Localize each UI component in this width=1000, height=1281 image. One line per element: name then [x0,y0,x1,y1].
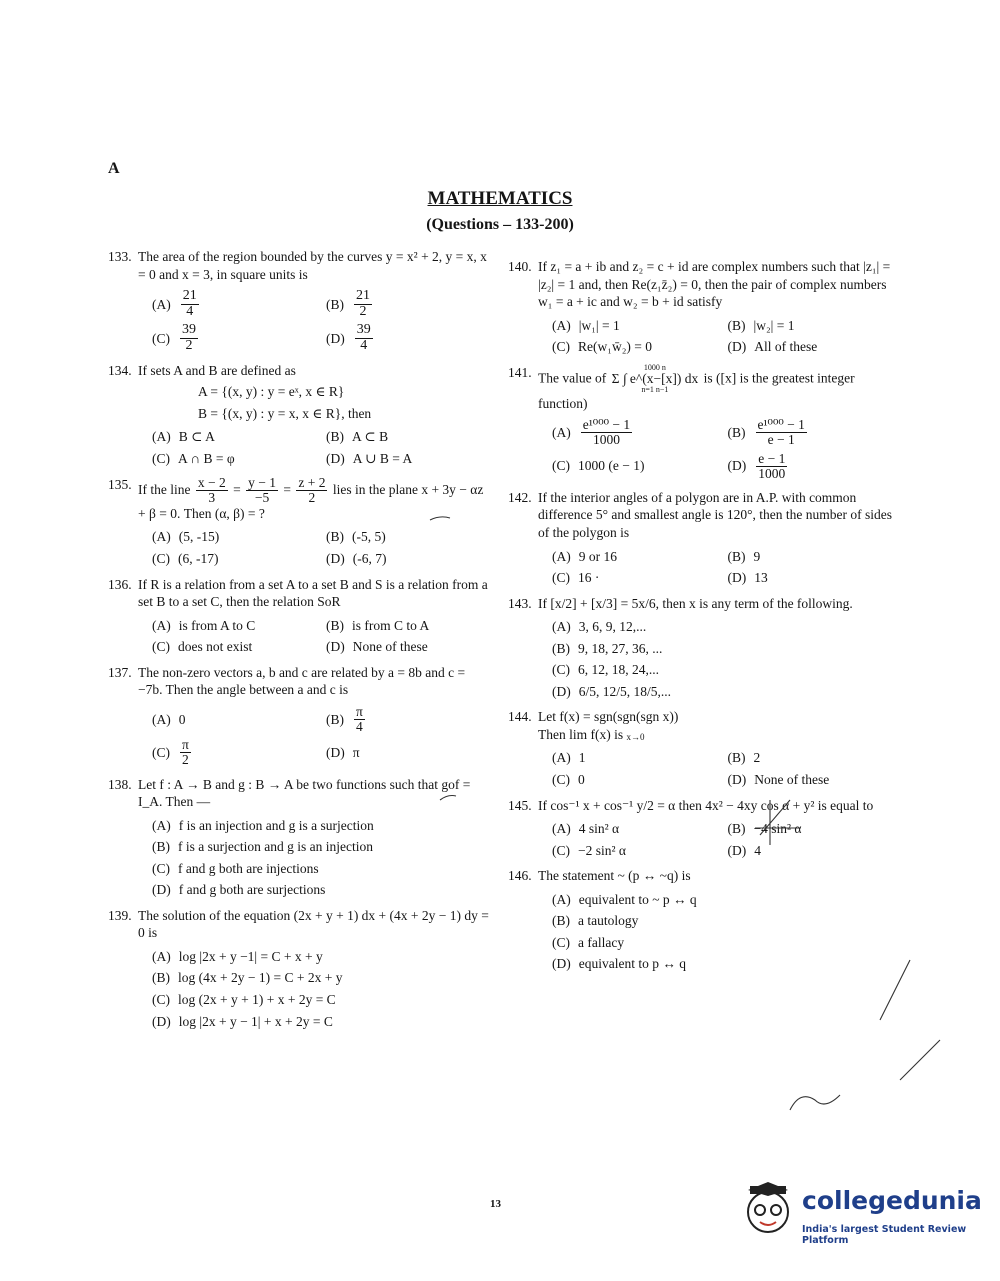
option-c: (C) A ∩ B = φ [152,451,235,467]
collegedunia-logo [740,1178,982,1248]
question-138: 138. Let f : A → B and g : B → A be two functions such that gof = I_A. Then — (A) f is an injection and g is a surjection (B) f is a surjection and g is an injection (C) f and g both are injections (D) f and g both are surjections [108,776,490,899]
option-b: (B) is from C to A [326,617,430,633]
question-144: 144. Let f(x) = sgn(sgn(sgn x)) Then lim f(x) is x→0 (A) 1 (B) 2 (C) 0 (D) None of these [508,708,893,788]
option-a: (A) B ⊂ A [152,429,215,445]
question-145: 145. If cos⁻¹ x + cos⁻¹ y/2 = α then 4x² − 4xy cos α + y² is equal to (A) 4 sin² α (B) −4 sin² α (C) −2 sin² α (D) 4 [508,797,893,860]
section-subtitle: (Questions – 133-200) [426,216,574,233]
option-d: (D) None of these [727,772,830,788]
logo-wordmark: collegedunia [802,1186,982,1215]
option-d: (D) $\frac{39}{4}$ [326,322,371,354]
option-a: (A) is from A to C [152,617,256,633]
option-d: (D) All of these [727,339,818,355]
option-a: (A) |w₁| = 1 [552,317,620,333]
question-146: 146. The statement ~ (p ↔ ~q) is (A) equivalent to ~ p ↔ q (B) a tautology (C) a fallacy (D) equivalent to p ↔ q [508,867,893,973]
question-140: 140. If z₁ = a + ib and z₂ = c + id are complex numbers such that |z₁| = |z₂| = 1 and, then Re(z₁z̄₂) = 0, then the pair of complex numbers w₁ = a + ic and w₂ = b + id satisfy (A) |w₁| = 1 (B) |w₂| = 1 (C) Re(w₁w̄₂) = 0 (D) All of these [508,258,893,356]
option-c: (C) (6, -17) [152,551,219,567]
option-b: (B) A ⊂ B [326,429,389,445]
option-a: (A) 9 or 16 [552,548,617,564]
option-b: (B) $\frac{21}{2}$ [326,288,370,319]
option-c: (C) 6, 12, 18, 24,... [552,662,659,678]
mascot-icon [740,1182,800,1246]
option-c: (C) Re(w₁w̄₂) = 0 [552,339,653,355]
option-d: (D) f and g both are surjections [152,882,326,898]
option-a: (A) $\frac{21}{4}$ [152,288,197,319]
option-a: (A) $\frac{\text{e¹⁰⁰⁰ − 1}}{1000}$ [552,417,631,448]
option-a: (A) 3, 6, 9, 12,... [552,619,647,635]
option-c: (C) f and g both are injections [152,860,319,876]
question-143: 143. If [x/2] + [x/3] = 5x/6, then x is any term of the following. (A) 3, 6, 9, 12,... (B) 9, 18, 27, 36, ... (C) 6, 12, 18, 24,... (D) 6/5, 12/5, 18/5,... [508,595,893,701]
option-d: (D) π [326,745,360,761]
question-141: 141. The value of 1000 n Σ ∫ e^(x−[x]) dx n=1 n−1 is ([x] is the greatest integer function) (A) $\frac{\text{e¹⁰⁰⁰ − 1}}{1000}$ (B) $\frac{\text{e¹⁰⁰⁰ − 1}}{e - 1}$ (C) 1000 (e − 1) (D) $\frac{e - 1}{1000}$ [508,364,893,481]
option-b: (B) 9 [727,548,761,564]
set-b-definition: B = {(x, y) : y = x, x ∈ R}, then [198,405,372,421]
option-d: (D) log |2x + y − 1| + x + 2y = C [152,1013,333,1029]
option-c: (C) does not exist [152,639,253,655]
option-a: (A) f is an injection and g is a surjection [152,817,374,833]
option-a: (A) equivalent to ~ p ↔ q [552,891,697,907]
option-b: (B) f is a surjection and g is an injection [152,839,373,855]
option-c: (C) log (2x + y + 1) + x + 2y = C [152,992,336,1007]
option-a: (A) (5, -15) [152,529,220,545]
question-142: 142. If the interior angles of a polygon are in A.P. with common difference 5° and smallest angle is 120°, then the number of sides of the polygon is (A) 9 or 16 (B) 9 (C) 16 · (D) 13 [508,489,892,586]
question-133: 133. The area of the region bounded by the curves y = x² + 2, y = x, x = 0 and x = 3, in square units is (A) $\frac{21}{4}$ (B) $\frac{21}{2}$ (C) $\frac{39}{2}$ (D) $\frac{39}{4}$ [108,248,490,354]
option-d: (D) $\frac{e - 1}{1000}$ [727,450,786,481]
option-c: (C) $\frac{\pi}{2}$ [152,737,189,768]
option-b: (B) |w₂| = 1 [727,317,795,333]
option-b: (B) (-5, 5) [326,529,386,545]
option-a: (A) log |2x + y −1| = C + x + y [152,948,323,964]
option-c: (C) a fallacy [552,934,625,950]
option-c: (C) 1000 (e − 1) [552,458,645,474]
question-137: 137. The non-zero vectors a, b and c are related by a = 8b and c = −7b. Then the angle between a and c is (A) 0 (B) $\frac{\pi}{4}$ (C) $\frac{\pi}{2}$ (D) π [108,664,490,768]
option-b: (B) −4 sin² α [727,821,802,837]
option-b: (B) 2 [727,750,761,766]
option-b: (B) $\frac{\pi}{4}$ [326,703,363,735]
option-d: (D) 4 [727,842,761,858]
option-d: (D) None of these [326,639,428,655]
question-135: 135. If the line $\frac{x - 2}{3}$ = $\frac{y - 1}{-5}$ = $\frac{z + 2}{2}$ lies in the plane x + 3y − αz + β = 0. Then (α, β) = ? (A) (5, -15) (B) (-5, 5) (C) (6, -17) (D) (-6, 7) [108,476,490,568]
option-b: (B) $\frac{\text{e¹⁰⁰⁰ − 1}}{e - 1}$ [727,417,805,448]
option-d: (D) (-6, 7) [326,551,387,567]
option-d: (D) 6/5, 12/5, 18/5,... [552,683,672,699]
option-c: (C) 0 [552,772,585,788]
option-c: (C) −2 sin² α [552,842,626,858]
page-number: 13 [490,1198,501,1210]
set-a-definition: A = {(x, y) : y = eˣ, x ∈ R} [198,384,345,400]
logo-tagline: India's largest Student Review Platform [802,1224,967,1246]
option-b: (B) a tautology [552,913,639,929]
option-b: (B) log (4x + 2y − 1) = C + 2x + y [152,970,343,986]
option-d: (D) 13 [727,570,768,586]
question-139: 139. The solution of the equation (2x + y + 1) dx + (4x + 2y − 1) dy = 0 is (A) log |2x + y −1| = C + x + y (B) log (4x + 2y − 1) = C + 2x + y (C) log (2x + y + 1) + x + 2y = C (D) log |2x + y − 1| + x + 2y = C [108,907,489,1029]
option-b: (B) 9, 18, 27, 36, ... [552,640,663,656]
option-c: (C) $\frac{39}{2}$ [152,322,196,354]
option-d: (D) equivalent to p ↔ q [552,956,686,972]
option-c: (C) 16 · [552,570,600,586]
option-a: (A) 1 [552,750,586,766]
paper-set-letter: A [108,160,120,177]
option-a: (A) 4 sin² α [552,821,620,837]
option-d: (D) A ∪ B = A [326,451,413,467]
question-134: 134. If sets A and B are defined as A = {(x, y) : y = eˣ, x ∈ R} B = {(x, y) : y = x, x ∈ R}, then (A) B ⊂ A (B) A ⊂ B (C) A ∩ B = φ (D) A ∪ B = A [108,362,490,468]
option-a: (A) 0 [152,711,186,727]
question-136: 136. If R is a relation from a set A to a set B and S is a relation from a set B to a set C, then the relation SoR (A) is from A to C (B) is from C to A (C) does not exist (D) None of these [108,576,490,656]
section-title: MATHEMATICS [427,188,573,209]
